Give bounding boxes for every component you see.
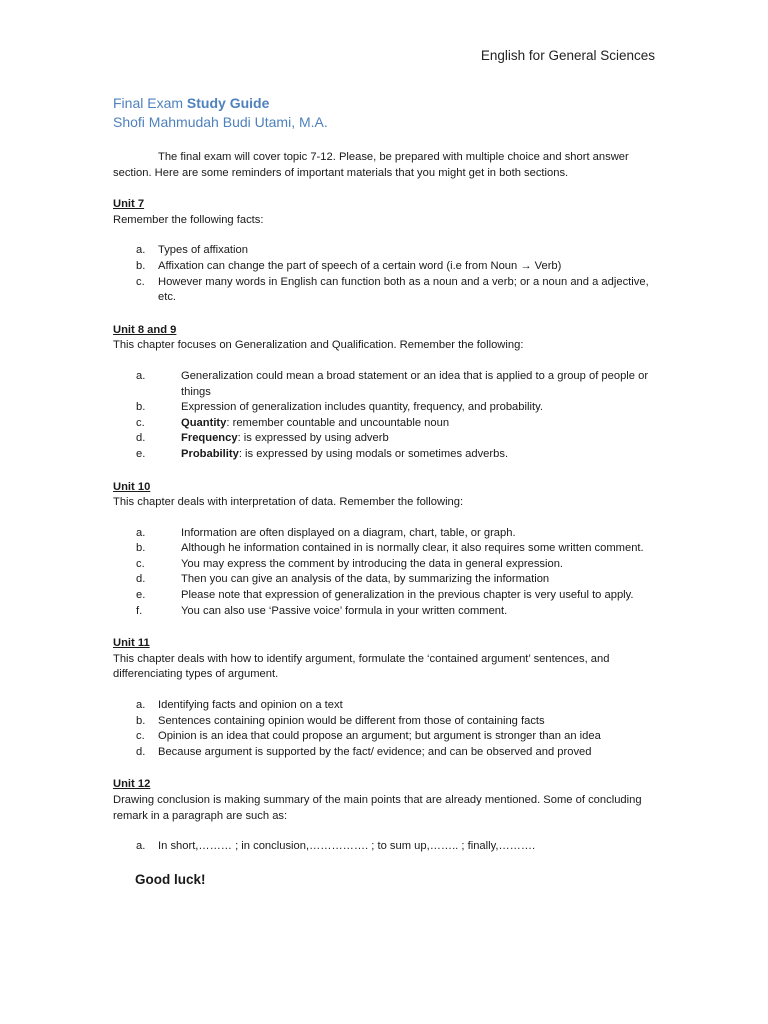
list-item-body: Identifying facts and opinion on a text <box>158 699 343 712</box>
list-item-body: Although he information contained in is normally clear, it also requires some written comment. <box>181 542 644 555</box>
unit-list <box>113 698 658 760</box>
unit-title: Unit 10 <box>113 480 151 493</box>
list-item <box>113 604 658 620</box>
intro-text: The final exam will cover topic 7-12. Please, be prepared with multiple choice and short answer section. Here are some reminders of important materials that you might get in both sections. <box>113 151 629 179</box>
list-item-term: Quantity <box>181 416 227 429</box>
list-item <box>113 714 658 730</box>
list-item-body: Generalization could mean a broad statement or an idea that is applied to a group of people or things <box>181 369 649 398</box>
author-name: Shofi Mahmudah Budi Utami, M.A. <box>113 114 328 130</box>
unit-description: This chapter deals with interpretation of data. Remember the following: <box>113 496 464 509</box>
list-item-body: Sentences containing opinion would be different from those of containing facts <box>158 714 545 727</box>
list-item <box>113 369 658 400</box>
list-item <box>113 416 658 432</box>
list-item-text <box>158 243 658 259</box>
list-item-term: Probability <box>181 447 239 460</box>
list-item <box>113 839 658 855</box>
list-item <box>113 557 658 573</box>
list-item-body: You may express the comment by introducing the data in general expression. <box>181 557 564 570</box>
list-item-text <box>158 259 658 275</box>
list-item-text <box>181 369 658 400</box>
list-item-body: In short,……… ; in conclusion,……………. ; to sum up,…….. ; finally,………. <box>158 840 536 853</box>
list-marker: b. <box>136 401 146 414</box>
list-marker: b. <box>136 542 146 555</box>
list-item-body: You can also use ‘Passive voice’ formula in your written comment. <box>181 604 508 617</box>
list-marker: e. <box>136 589 146 602</box>
list-marker: b. <box>136 259 146 272</box>
unit-list <box>113 526 658 620</box>
unit-section <box>113 480 658 620</box>
list-marker: e. <box>136 447 146 460</box>
list-marker: d. <box>136 573 146 586</box>
list-item <box>113 729 658 745</box>
list-item-text <box>158 698 658 714</box>
unit-list <box>113 243 658 305</box>
list-item <box>113 698 658 714</box>
list-item-text <box>181 604 658 620</box>
list-item <box>113 588 658 604</box>
unit-description: Drawing conclusion is making summary of the main points that are already mentioned. Some of concluding remark in a paragraph are such as: <box>113 794 642 822</box>
list-marker: c. <box>136 416 145 429</box>
list-item-text <box>158 745 658 761</box>
list-item-text <box>181 447 658 463</box>
list-item-body: : is expressed by using adverb <box>237 432 389 445</box>
list-item-body: Information are often displayed on a diagram, chart, table, or graph. <box>181 526 516 539</box>
list-item-text <box>181 431 658 447</box>
closing-text: Good luck! <box>135 871 206 887</box>
list-item <box>113 541 658 557</box>
unit-description: This chapter focuses on Generalization and Qualification. Remember the following: <box>113 339 524 352</box>
list-item-body: Affixation can change the part of speech of a certain word (i.e from Noun → Verb) <box>158 259 562 272</box>
list-item-body: Expression of generalization includes quantity, frequency, and probability. <box>181 401 543 414</box>
list-item <box>113 259 658 275</box>
unit-section <box>113 636 658 760</box>
title-bold: Study Guide <box>186 95 270 111</box>
unit-section <box>113 197 658 306</box>
list-item-text <box>158 839 658 855</box>
title-prefix: Final Exam <box>113 95 187 111</box>
list-marker: b. <box>136 714 146 727</box>
list-item-body: However many words in English can function both as a noun and a verb; or a noun and a adjective, etc. <box>158 275 649 304</box>
unit-title: Unit 8 and 9 <box>113 323 177 336</box>
list-item-text <box>181 416 658 432</box>
list-marker: a. <box>136 699 146 712</box>
title-block <box>113 94 328 132</box>
list-marker: d. <box>136 745 146 758</box>
list-item <box>113 431 658 447</box>
list-item-text <box>181 526 658 542</box>
list-item-text <box>181 400 658 416</box>
list-marker: c. <box>136 275 145 288</box>
list-marker: a. <box>136 244 146 257</box>
list-marker: a. <box>136 526 146 539</box>
list-marker: a. <box>136 369 146 382</box>
list-item-text <box>181 557 658 573</box>
unit-section <box>113 777 658 854</box>
document-body <box>113 150 658 887</box>
list-item-body: Because argument is supported by the fact/ evidence; and can be observed and proved <box>158 745 592 758</box>
unit-title: Unit 7 <box>113 198 145 211</box>
unit-description: Remember the following facts: <box>113 213 264 226</box>
unit-list <box>113 839 658 855</box>
list-marker: a. <box>136 840 146 853</box>
list-item-text <box>181 572 658 588</box>
intro-paragraph <box>113 150 658 181</box>
list-marker: c. <box>136 557 145 570</box>
units-container <box>113 197 658 855</box>
list-item-body: : is expressed by using modals or sometimes adverbs. <box>238 447 509 460</box>
list-item-term: Frequency <box>181 432 238 445</box>
list-item-text <box>158 714 658 730</box>
list-item-body: Types of affixation <box>158 244 248 257</box>
list-item <box>113 275 658 306</box>
list-item-text <box>181 588 658 604</box>
list-item-text <box>158 729 658 745</box>
list-item-body: Then you can give an analysis of the data, by summarizing the information <box>181 573 550 586</box>
list-marker: c. <box>136 730 145 743</box>
list-item-text <box>158 275 658 306</box>
list-item-body: Please note that expression of generalization in the previous chapter is very useful to apply. <box>181 589 634 602</box>
list-item <box>113 400 658 416</box>
list-marker: d. <box>136 432 146 445</box>
list-marker: f. <box>136 604 143 617</box>
unit-description: This chapter deals with how to identify argument, formulate the ‘contained argument’ sentences, and differenciating types of argument. <box>113 652 610 681</box>
list-item <box>113 243 658 259</box>
course-header: English for General Sciences <box>480 48 655 63</box>
list-item-body: Opinion is an idea that could propose an argument; but argument is stronger than an idea <box>158 730 601 743</box>
list-item-body: : remember countable and uncountable noun <box>226 416 450 429</box>
unit-section <box>113 323 658 463</box>
list-item-text <box>181 541 658 557</box>
unit-title: Unit 12 <box>113 778 151 791</box>
list-item <box>113 526 658 542</box>
list-item <box>113 447 658 463</box>
list-item <box>113 572 658 588</box>
list-item <box>113 745 658 761</box>
unit-list <box>113 369 658 463</box>
unit-title: Unit 11 <box>113 637 150 650</box>
document-title <box>113 94 328 113</box>
